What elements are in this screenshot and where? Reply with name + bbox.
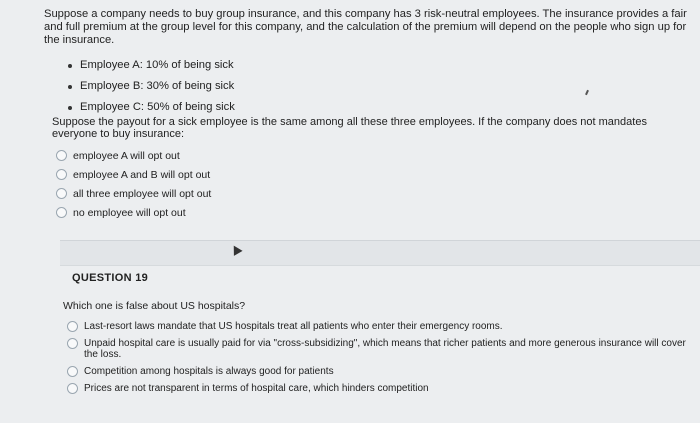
- radio-button[interactable]: [67, 321, 78, 332]
- list-item: [44, 55, 694, 76]
- list-item: [44, 97, 694, 118]
- option-label: employee A will opt out: [73, 149, 180, 162]
- radio-button[interactable]: [67, 338, 78, 349]
- bullet-icon: [68, 64, 72, 68]
- question-19-title: QUESTION 19: [72, 272, 149, 284]
- employee-list: [44, 55, 694, 118]
- radio-button[interactable]: [67, 366, 78, 377]
- question-19-options: [67, 315, 692, 394]
- radio-button[interactable]: [56, 207, 67, 218]
- answer-option-c[interactable]: [56, 184, 211, 203]
- employee-c-text: Employee C: 50% of being sick: [80, 101, 235, 113]
- answer-option-a[interactable]: [67, 321, 692, 332]
- list-item: [44, 76, 694, 97]
- option-label: Prices are not transparent in terms of hospital care, which hinders competition: [84, 383, 429, 394]
- answer-options: [56, 146, 211, 222]
- question-prompt: Suppose the payout for a sick employee is the same among all these three employees. If the company does not mandates everyone to buy insurance:: [52, 116, 647, 140]
- radio-button[interactable]: [56, 169, 67, 180]
- option-label: Competition among hospitals is always good for patients: [84, 366, 334, 377]
- answer-option-d[interactable]: [56, 203, 211, 222]
- option-label: employee A and B will opt out: [73, 168, 211, 181]
- radio-button[interactable]: [67, 383, 78, 394]
- question-intro: Suppose a company needs to buy group insurance, and this company has 3 risk-neutral employees. The insurance provides a fair and full premium at the group level for this company, and the calculation of the premium will depend on the people who sign up for the insurance.: [44, 8, 687, 46]
- bullet-icon: [68, 106, 72, 110]
- option-label: no employee will opt out: [73, 206, 186, 219]
- question-divider: [60, 240, 700, 266]
- option-label: Unpaid hospital care is usually paid for via "cross-subsidizing", which means that richer patients and more generous insurance will cover the loss.: [84, 338, 686, 360]
- option-label: all three employee will opt out: [73, 187, 212, 200]
- employee-b-text: Employee B: 30% of being sick: [80, 80, 235, 92]
- bullet-icon: [68, 85, 72, 89]
- question-19-prompt: Which one is false about US hospitals?: [63, 300, 246, 312]
- answer-option-d[interactable]: [67, 383, 692, 394]
- option-label: Last-resort laws mandate that US hospitals treat all patients who enter their emergency rooms.: [84, 321, 503, 332]
- question-18-block: [44, 8, 694, 219]
- radio-button[interactable]: [56, 188, 67, 199]
- radio-button[interactable]: [56, 150, 67, 161]
- answer-option-b[interactable]: [67, 338, 692, 360]
- answer-option-c[interactable]: [67, 366, 692, 377]
- answer-option-b[interactable]: [56, 165, 211, 184]
- answer-option-a[interactable]: [56, 146, 211, 165]
- employee-a-text: Employee A: 10% of being sick: [80, 59, 234, 71]
